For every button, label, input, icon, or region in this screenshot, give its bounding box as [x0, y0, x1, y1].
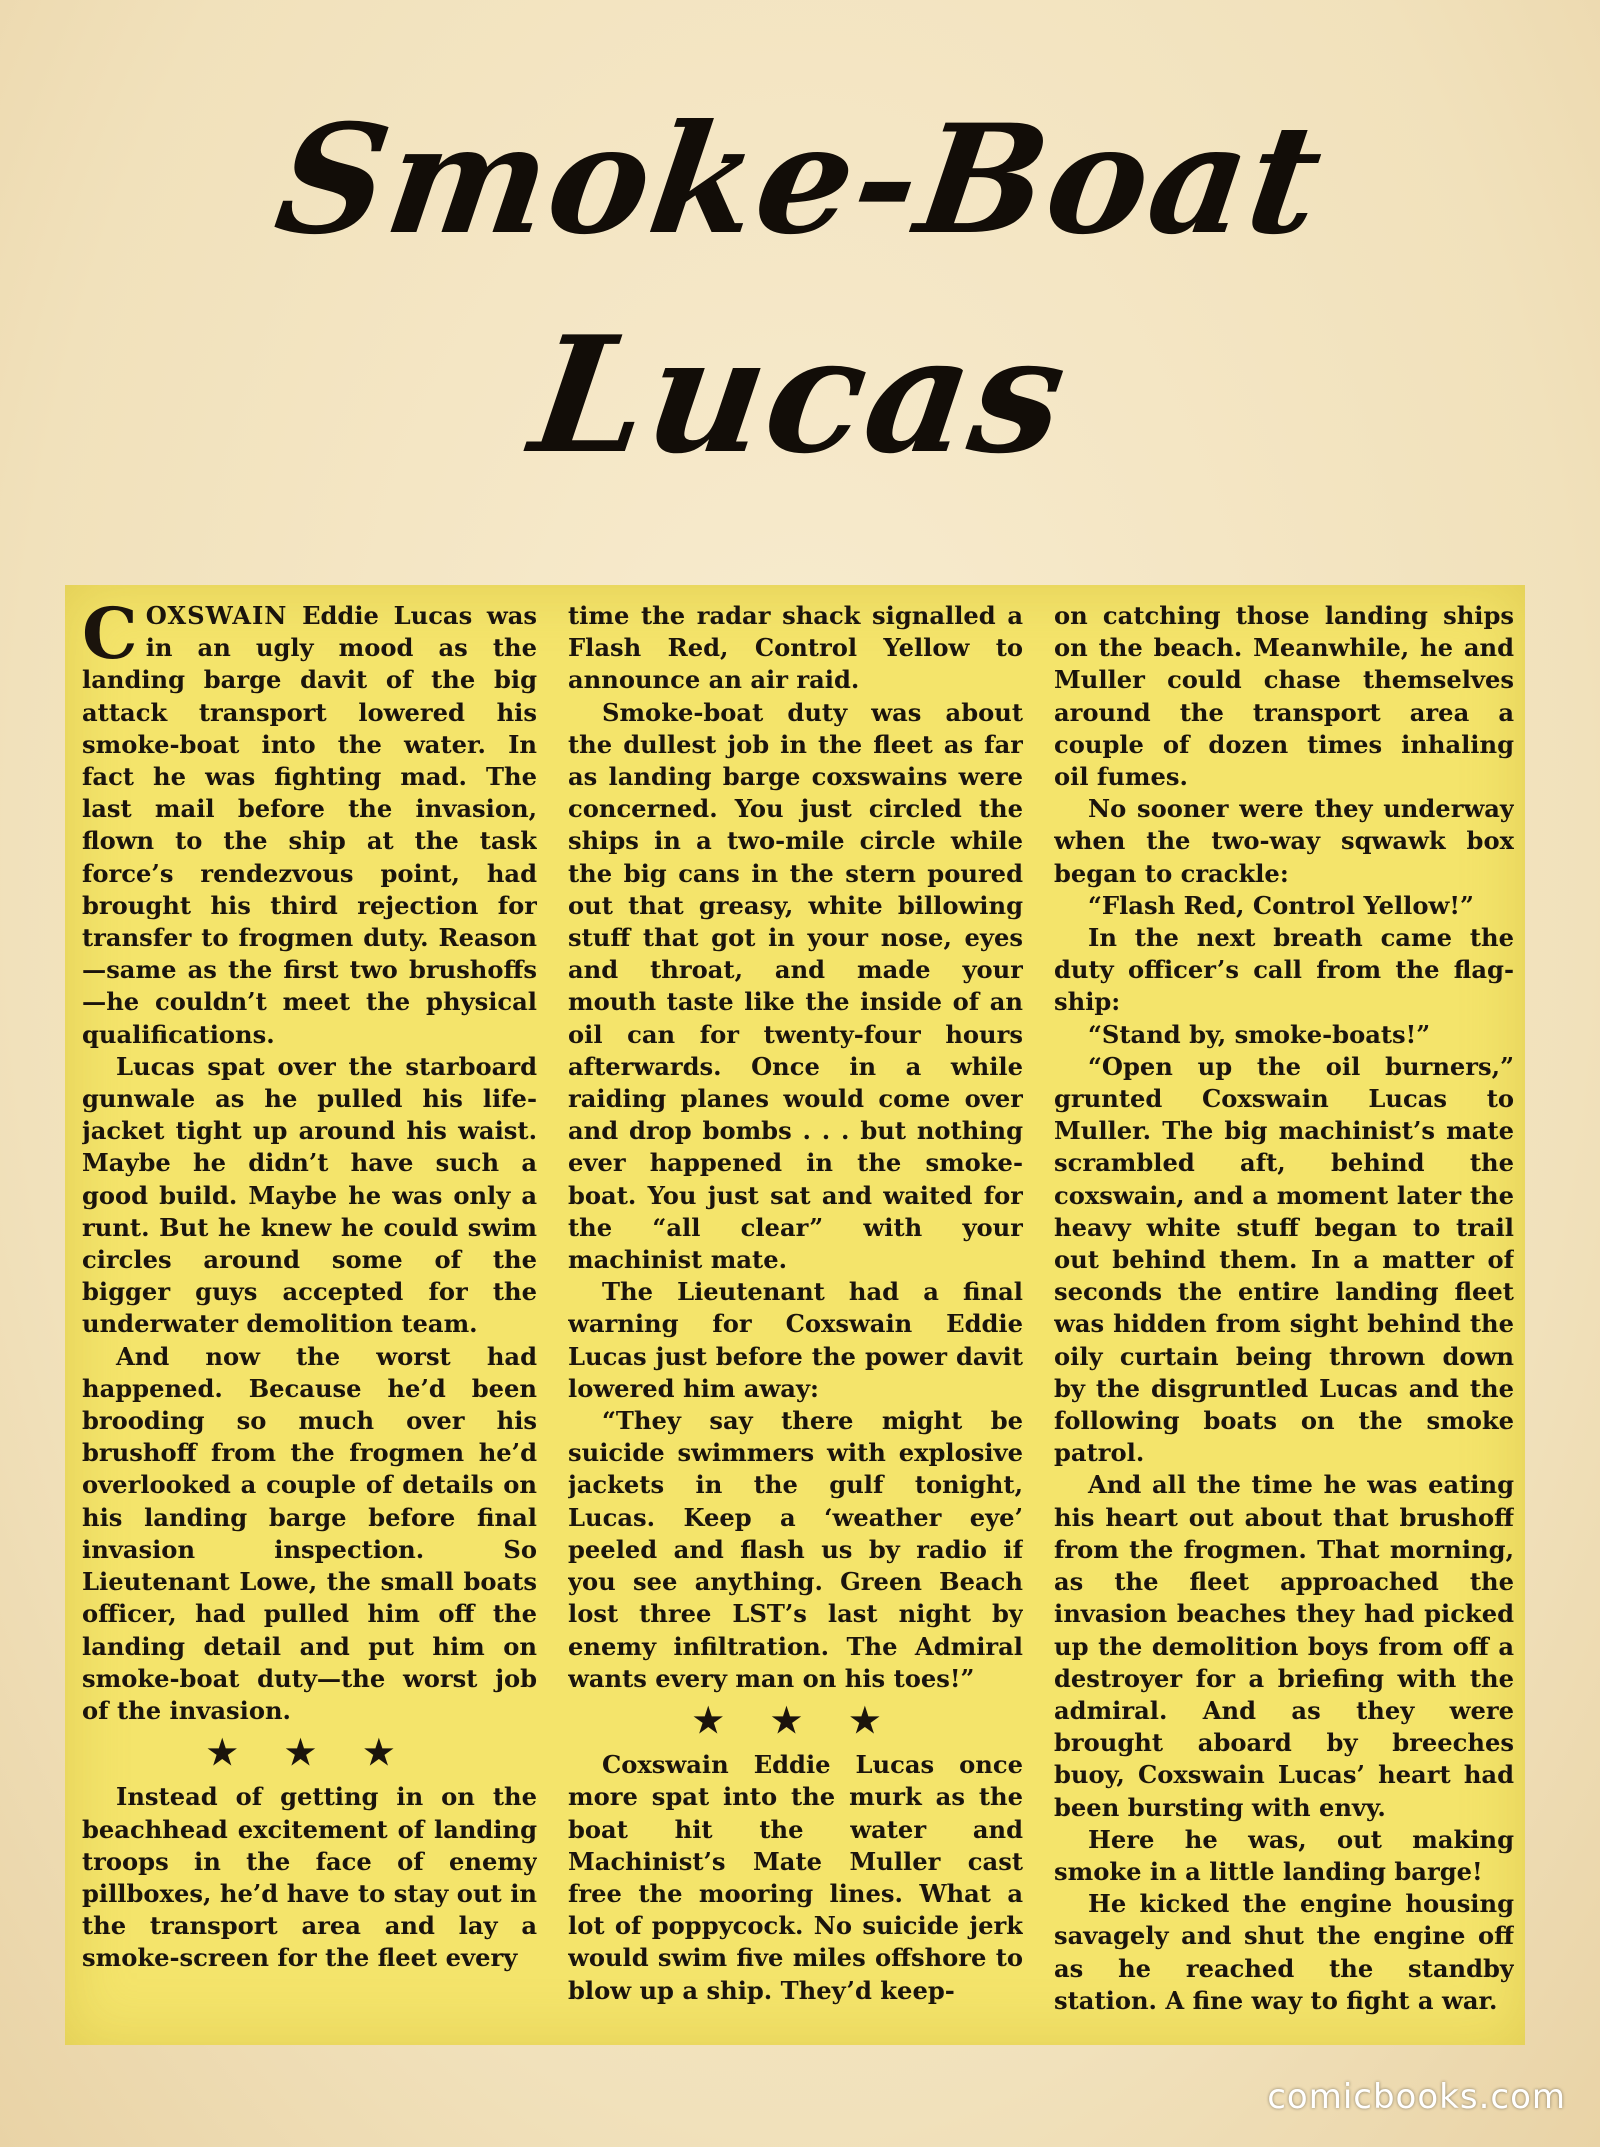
- paragraph: [82, 600, 537, 1051]
- paragraph: And all the time he was eating his heart out about that brushoff from the frogmen. That morning, as the fleet approached the invasion beaches they had picked up the demolition boys from off a destroyer for a briefing with the admiral. And as they were brought aboard by breeches buoy, Coxswain Lucas’ heart had been bursting with envy.: [1054, 1470, 1514, 1822]
- watermark: comicbooks.com: [1267, 2077, 1566, 2117]
- lead-in-word: OXSWAIN: [145, 601, 288, 630]
- paragraph-text: Eddie Lucas was in an ugly mood as the landing barge davit of the big attack transport lowered his smoke-boat into the water. In fact he was fighting mad. The last mail before the invasion, flown to the ship at the task force’s rendezvous point, had brought his third rejection for transfer to frogmen duty. Reason—same as the first two brushoffs—he couldn’t meet the physical qualifications.: [82, 601, 537, 1049]
- page-title-line-2: Lucas: [521, 301, 1079, 489]
- page-title-line-1: Smoke-Boat: [266, 92, 1334, 268]
- paragraph: on catching those landing ships on the beach. Meanwhile, he and Muller could chase themselves around the transport area a couple of dozen times inhaling oil fumes.: [1054, 601, 1514, 792]
- paragraph: Coxswain Eddie Lucas once more spat into the murk as the boat hit the water and Machinist’s Mate Muller cast free the mooring lines. What a lot of poppycock. No suicide jerk would swim five miles offshore to blow up a ship. They’d keep-: [568, 1750, 1023, 2005]
- paragraph: He kicked the engine housing savagely and shut the engine off as he reached the standby station. A fine way to fight a war.: [1054, 1889, 1514, 2015]
- paragraph: In the next breath came the duty officer’s call from the flag-ship:: [1054, 923, 1514, 1017]
- paragraph: Smoke-boat duty was about the dullest job in the fleet as far as landing barge coxswains were concerned. You just circled the ships in a two-mile circle while the big cans in the stern poured out that greasy, white billowing stuff that got in your nose, eyes and throat, and made your mouth taste like the inside of an oil can for twenty-four hours afterwards. Once in a while raiding planes would come over and drop bombs . . . but nothing ever happened in the smoke-boat. You just sat and waited for the “all clear” with your machinist mate.: [568, 697, 1023, 1275]
- paragraph: “Stand by, smoke-boats!”: [1088, 1019, 1431, 1049]
- drop-cap: C: [82, 600, 138, 675]
- paragraph: No sooner were they underway when the two-way sqwawk box began to crackle:: [1054, 794, 1514, 888]
- text-column-3: [1054, 600, 1514, 2030]
- paragraph: The Lieutenant had a final warning for Coxswain Eddie Lucas just before the power davit lowered him away:: [568, 1277, 1023, 1403]
- paragraph: And now the worst had happened. Because he’d been brooding so much over his brushoff from the frogmen he’d overlooked a couple of details on his landing barge before final invasion inspection. So Lieutenant Lowe, the small boats officer, had pulled him off the landing detail and put him on smoke-boat duty—the worst job of the invasion.: [82, 1341, 537, 1725]
- text-column-2: [568, 600, 1023, 2030]
- text-column-1: [82, 600, 537, 2030]
- section-break-stars: ★ ★ ★: [692, 1700, 899, 1741]
- paragraph: Instead of getting in on the beachhead excitement of landing troops in the face of enemy pillboxes, he’d have to stay out in the transport area and lay a smoke-screen for the fleet every: [82, 1782, 537, 1973]
- section-break-stars: ★ ★ ★: [206, 1733, 413, 1774]
- paragraph: “Flash Red, Control Yellow!”: [1088, 890, 1474, 920]
- paragraph: “They say there might be suicide swimmers with explosive jackets in the gulf tonight, Lucas. Keep a ‘weather eye’ peeled and flash us by radio if you see anything. Green Beach lost three LST’s last night by enemy infiltration. The Admiral wants every man on his toes!”: [568, 1406, 1023, 1693]
- paragraph: “Open up the oil burners,” grunted Coxswain Lucas to Muller. The big machinist’s mate scrambled aft, behind the coxswain, and a moment later the heavy white stuff began to trail out behind them. In a matter of seconds the entire landing fleet was hidden from sight behind the oily curtain being thrown down by the disgruntled Lucas and the following boats on the smoke patrol.: [1054, 1051, 1514, 1468]
- paragraph: Lucas spat over the starboard gunwale as he pulled his life-jacket tight up around his waist. Maybe he didn’t have such a good build. Maybe he was only a runt. But he knew he could swim circles around some of the bigger guys accepted for the underwater demolition team.: [82, 1051, 537, 1339]
- paragraph: time the radar shack signalled a Flash Red, Control Yellow to announce an air raid.: [568, 601, 1023, 695]
- paragraph: Here he was, out making smoke in a little landing barge!: [1054, 1824, 1514, 1886]
